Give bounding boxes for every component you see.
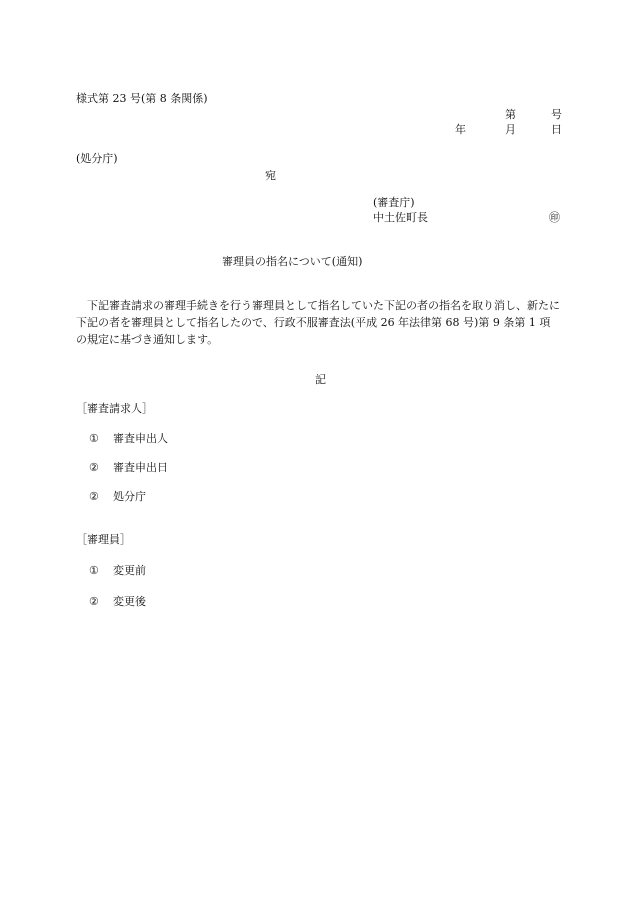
item-label: 変更後	[113, 595, 146, 608]
date-month-label: 月	[505, 123, 516, 136]
list-item-claimant	[89, 433, 168, 444]
recipient-suffix: 宛	[265, 169, 276, 182]
section-title-examiner: ［審理員］	[76, 533, 131, 546]
center-label: 記	[315, 373, 326, 386]
item-marker: ②	[89, 461, 99, 474]
list-item-claim-date	[89, 462, 168, 473]
list-item-disposition-agency	[89, 491, 146, 502]
item-label: 審査申出日	[113, 461, 168, 474]
item-label: 処分庁	[113, 490, 146, 503]
item-marker: ②	[89, 595, 99, 608]
section-title-claimant: ［審査請求人］	[76, 402, 153, 415]
date-year-label: 年	[455, 123, 466, 136]
document-number-suffix: 号	[551, 108, 562, 121]
item-label: 審査申出人	[113, 432, 168, 445]
form-number: 様式第 23 号(第 8 条関係)	[76, 92, 208, 105]
item-label: 変更前	[113, 564, 146, 577]
item-marker: ①	[89, 432, 99, 445]
item-marker: ①	[89, 564, 99, 577]
document-number-prefix: 第	[505, 108, 516, 121]
seal-mark: ㊞	[549, 211, 560, 224]
item-marker: ②	[89, 490, 99, 503]
sender-name: 中土佐町長	[373, 211, 428, 224]
document-title: 審理員の指名について(通知)	[222, 255, 363, 268]
list-item-before-change	[89, 565, 146, 576]
sender-organization: (審査庁)	[373, 196, 415, 209]
body-text: 下記審査請求の審理手続きを行う審理員として指名していた下記の者の指名を取り消し、新たに下記の者を審理員として指名したので、行政不服審査法(平成 26 年法律第 68 号)第 9 条第 1 項の規定に基づき通知します。	[76, 299, 560, 346]
list-item-after-change	[89, 596, 146, 607]
date-day-label: 日	[551, 123, 562, 136]
recipient-organization: (処分庁)	[76, 152, 118, 165]
